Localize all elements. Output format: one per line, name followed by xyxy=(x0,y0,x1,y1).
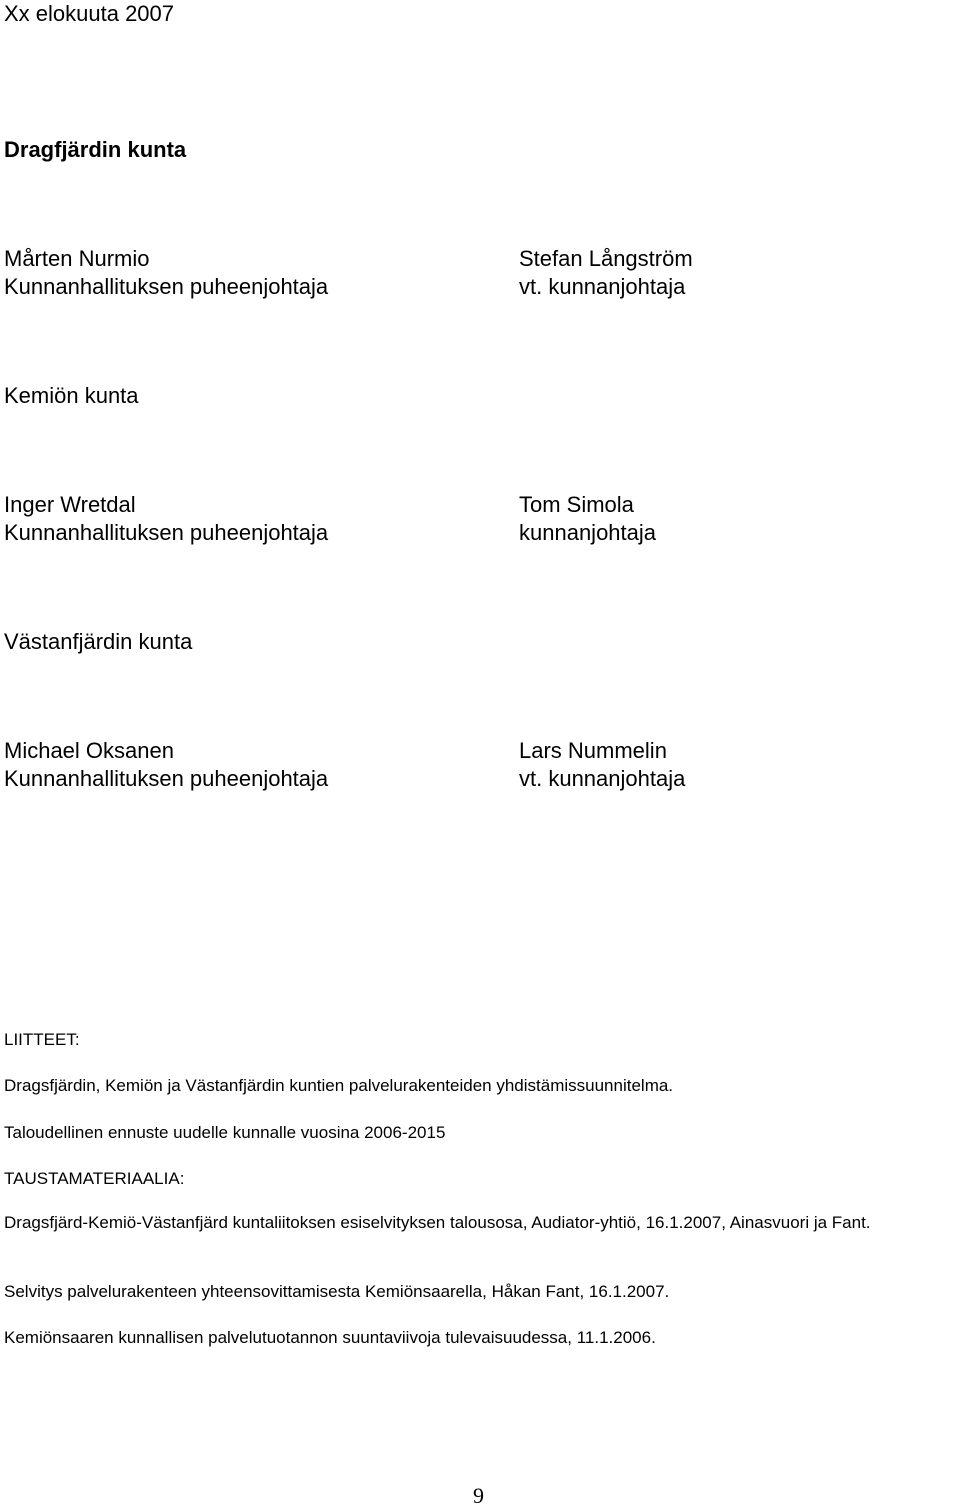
background-material-item: Kemiönsaaren kunnallisen palvelutuotannon suuntaviivoja tulevaisuudessa, 11.1.2006. xyxy=(4,1328,656,1347)
municipality-title: Dragfjärdin kunta xyxy=(4,137,187,162)
chairman-name: Michael Oksanen xyxy=(4,738,174,763)
attachment-item: Dragsfjärdin, Kemiön ja Västanfjärdin kuntien palvelurakenteiden yhdistämissuunnitelma. xyxy=(4,1076,674,1095)
date-line: Xx elokuuta 2007 xyxy=(4,1,175,26)
background-material-item: Selvitys palvelurakenteen yhteensovittamisesta Kemiönsaarella, Håkan Fant, 16.1.2007. xyxy=(4,1282,670,1301)
manager-title: vt. kunnanjohtaja xyxy=(519,274,686,299)
manager-name: Tom Simola xyxy=(519,492,634,517)
chairman-title: Kunnanhallituksen puheenjohtaja xyxy=(4,520,329,545)
manager-title: vt. kunnanjohtaja xyxy=(519,766,686,791)
municipality-title: Kemiön kunta xyxy=(4,383,139,408)
manager-name: Stefan Långström xyxy=(519,246,693,271)
manager-title: kunnanjohtaja xyxy=(519,520,657,545)
attachment-item: Taloudellinen ennuste uudelle kunnalle vuosina 2006-2015 xyxy=(4,1123,446,1142)
page-number: 9 xyxy=(473,1483,484,1508)
background-material-heading: TAUSTAMATERIAALIA: xyxy=(4,1169,185,1188)
manager-name: Lars Nummelin xyxy=(519,738,667,763)
background-material-item: Dragsfjärd-Kemiö-Västanfjärd kuntaliitoksen esiselvityksen talousosa, Audiator-yhtiö, 16.1.2007, Ainasvuori ja Fant. xyxy=(4,1213,871,1232)
chairman-name: Mårten Nurmio xyxy=(4,246,150,271)
attachments-heading: LIITTEET: xyxy=(4,1030,80,1049)
chairman-title: Kunnanhallituksen puheenjohtaja xyxy=(4,766,329,791)
chairman-title: Kunnanhallituksen puheenjohtaja xyxy=(4,274,329,299)
municipality-title: Västanfjärdin kunta xyxy=(4,629,193,654)
chairman-name: Inger Wretdal xyxy=(4,492,136,517)
